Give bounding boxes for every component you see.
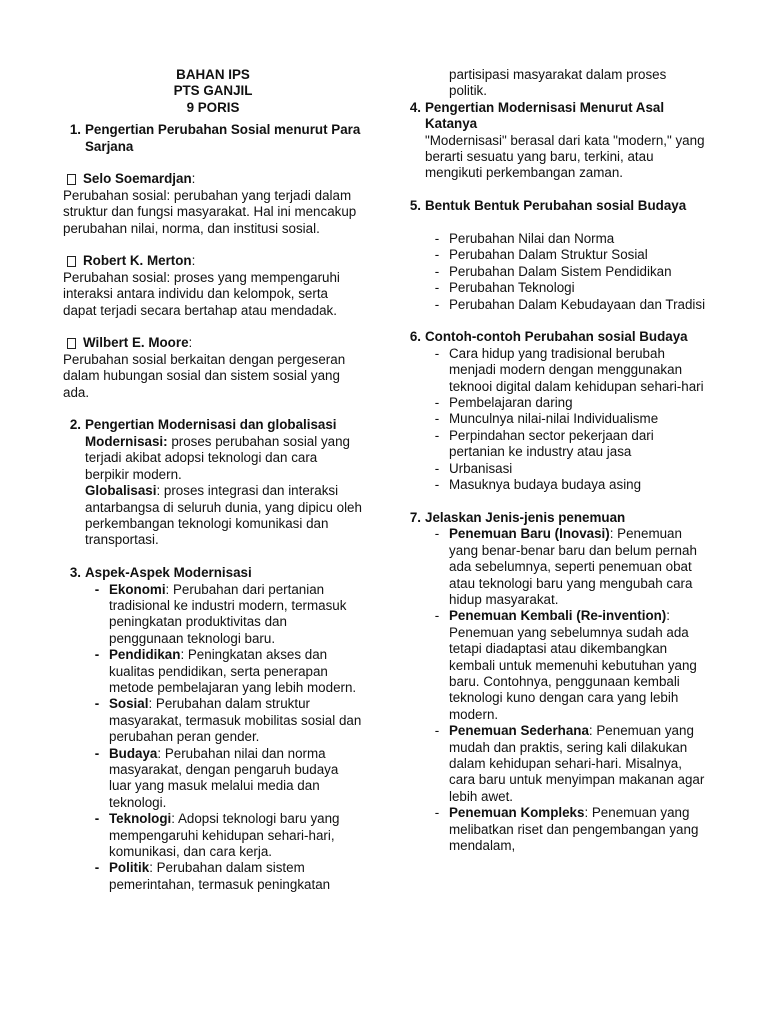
list-item: - Perpindahan sector pekerjaan dari pertanian ke industry atau jasa (434, 427, 654, 460)
section-number: 1. (69, 122, 81, 138)
section-3 (63, 565, 363, 893)
list-item: - Munculnya nilai-nilai Individualisme (434, 411, 659, 427)
section-number: 5. (409, 198, 421, 214)
list-item: - Penemuan Baru (Inovasi): Penemuan yang benar-benar baru dan belum pernah ada sebelumnya, seperti penemuan obat atau teknologi baru yang mengubah cara hidup masyarakat. (434, 526, 697, 607)
person-definition: Perubahan sosial: proses yang mempengaruhi interaksi antara individu dan kelompok, serta dapat terjadi secara bertahap atau mendadak. (63, 269, 340, 318)
politik-continuation: partisipasi masyarakat dalam proses politik. (449, 67, 667, 99)
list-item: - Perubahan Dalam Struktur Sosial (434, 247, 648, 263)
section-6-heading (401, 329, 707, 345)
doc-title-line1: BAHAN IPS (176, 67, 250, 82)
section-5-list (401, 231, 707, 313)
section-number: 6. (409, 329, 421, 345)
list-item: - Politik: Perubahan dalam sistem pemerintahan, termasuk peningkatan (94, 860, 331, 892)
section-title: Pengertian Perubahan Sosial menurut Para Sarjana (85, 122, 361, 154)
section-title: Jelaskan Jenis-jenis penemuan (425, 509, 626, 525)
person-definition: Perubahan sosial: perubahan yang terjadi dalam struktur dan fungsi masyarakat. Hal ini mencakup perubahan nilai, norma, dan institusi sosial. (63, 187, 357, 236)
checkbox-icon (67, 338, 76, 349)
person-definition: Perubahan sosial berkaitan dengan pergeseran dalam hubungan sosial dan sistem sosial yang ada. (63, 351, 346, 400)
section-1-heading (63, 122, 363, 155)
list-item: - Penemuan Kembali (Re-invention): Penemuan yang sebelumnya sudah ada tetapi diadaptasi atau dikembangkan kembali untuk memenuhi kebutuhan yang baru. Contohnya, penggunaan kembali teknologi kuno dengan cara yang lebih modern. (434, 608, 697, 722)
section-number: 3. (69, 565, 81, 581)
person-name: Wilbert E. Moore (83, 335, 189, 351)
section-number: 7. (409, 509, 421, 525)
list-item: - Perubahan Dalam Kebudayaan dan Tradisi (434, 296, 706, 312)
list-item: - Sosial: Perubahan dalam struktur masyarakat, termasuk mobilitas sosial dan perubahan peran gender. (94, 696, 362, 745)
modernisasi-definition: Modernisasi: proses perubahan sosial yang terjadi akibat adopsi teknologi dan cara berpikir modern. (85, 433, 350, 482)
section-text: "Modernisasi" berasal dari kata "modern," yang berarti sesuatu yang baru, terkini, atau mengikuti perkembangan zaman. (425, 132, 705, 181)
list-item: - Ekonomi: Perubahan dari pertanian tradisional ke industri modern, termasuk peningkatan produktivitas dan penggunaan teknologi baru. (94, 581, 347, 646)
list-item: - Penemuan Sederhana: Penemuan yang mudah dan praktis, sering kali dilakukan dalam kehidupan sehari-hari. Misalnya, cara baru untuk menyimpan makanan agar lebih awet. (434, 723, 705, 804)
section-title: Pengertian Modernisasi Menurut Asal Katanya (425, 99, 665, 132)
person-selo: Selo Soemardjan: Perubahan sosial: perubahan yang terjadi dalam struktur dan fungsi masyarakat. Hal ini mencakup perubahan nilai, norma, dan institusi sosial. (63, 171, 357, 236)
doc-title-line3: 9 PORIS (186, 99, 240, 115)
section-title: Pengertian Modernisasi dan globalisasi (85, 417, 337, 433)
section-number: 4. (409, 99, 421, 115)
section-6-list (401, 346, 707, 494)
list-item: - Penemuan Kompleks: Penemuan yang melibatkan riset dan pengembangan yang mendalam, (434, 805, 699, 854)
list-item: - Cara hidup yang tradisional berubah menjadi modern dengan menggunakan teknooi digital dalam kehidupan sehari-hari (434, 345, 704, 394)
list-item: - Budaya: Perubahan nilai dan norma masyarakat, dengan pengaruh budaya luar yang masuk melalui media dan teknologi. (94, 745, 339, 810)
list-item: - Perubahan Dalam Sistem Pendidikan (434, 263, 672, 279)
list-item: - Perubahan Teknologi (434, 280, 575, 296)
list-item: - Masuknya budaya budaya asing (434, 477, 642, 493)
right-column (401, 67, 707, 854)
section-5-heading (401, 198, 707, 214)
section-title: Contoh-contoh Perubahan sosial Budaya (425, 329, 688, 345)
section-4 (401, 100, 707, 182)
checkbox-icon (67, 174, 76, 185)
section-title: Bentuk Bentuk Perubahan sosial Budaya (425, 198, 687, 214)
section-number: 2. (69, 417, 81, 433)
section-7-list (401, 526, 707, 854)
list-item: - Teknologi: Adopsi teknologi baru yang mempengaruhi kehidupan sehari-hari, komunikasi, dan cara kerja. (94, 811, 340, 860)
section-7-heading (401, 510, 707, 526)
person-name: Selo Soemardjan (83, 171, 192, 187)
list-item: - Pembelajaran daring (434, 395, 573, 411)
section-title: Aspek-Aspek Modernisasi (85, 565, 252, 581)
list-item: - Pendidikan: Peningkatan akses dan kualitas pendidikan, serta penerapan metode pembelajaran yang lebih modern. (94, 647, 357, 695)
list-item: - Perubahan Nilai dan Norma (434, 231, 615, 247)
list-item: - Urbanisasi (434, 460, 513, 476)
section-2 (63, 417, 363, 548)
left-column (63, 67, 363, 893)
globalisasi-definition: Globalisasi: proses integrasi dan interaksi antarbangsa di seluruh dunia, yang dipicu oleh perkembangan teknologi komunikasi dan transportasi. (85, 483, 362, 548)
doc-title-line2: PTS GANJIL (173, 83, 253, 99)
person-merton: Robert K. Merton: Perubahan sosial: proses yang mempengaruhi interaksi antara individu dan kelompok, serta dapat terjadi secara bertahap atau mendadak. (63, 253, 340, 318)
person-name: Robert K. Merton (83, 253, 192, 269)
checkbox-icon (67, 256, 76, 267)
person-moore: Wilbert E. Moore: Perubahan sosial berkaitan dengan pergeseran dalam hubungan sosial dan sistem sosial yang ada. (63, 335, 346, 400)
